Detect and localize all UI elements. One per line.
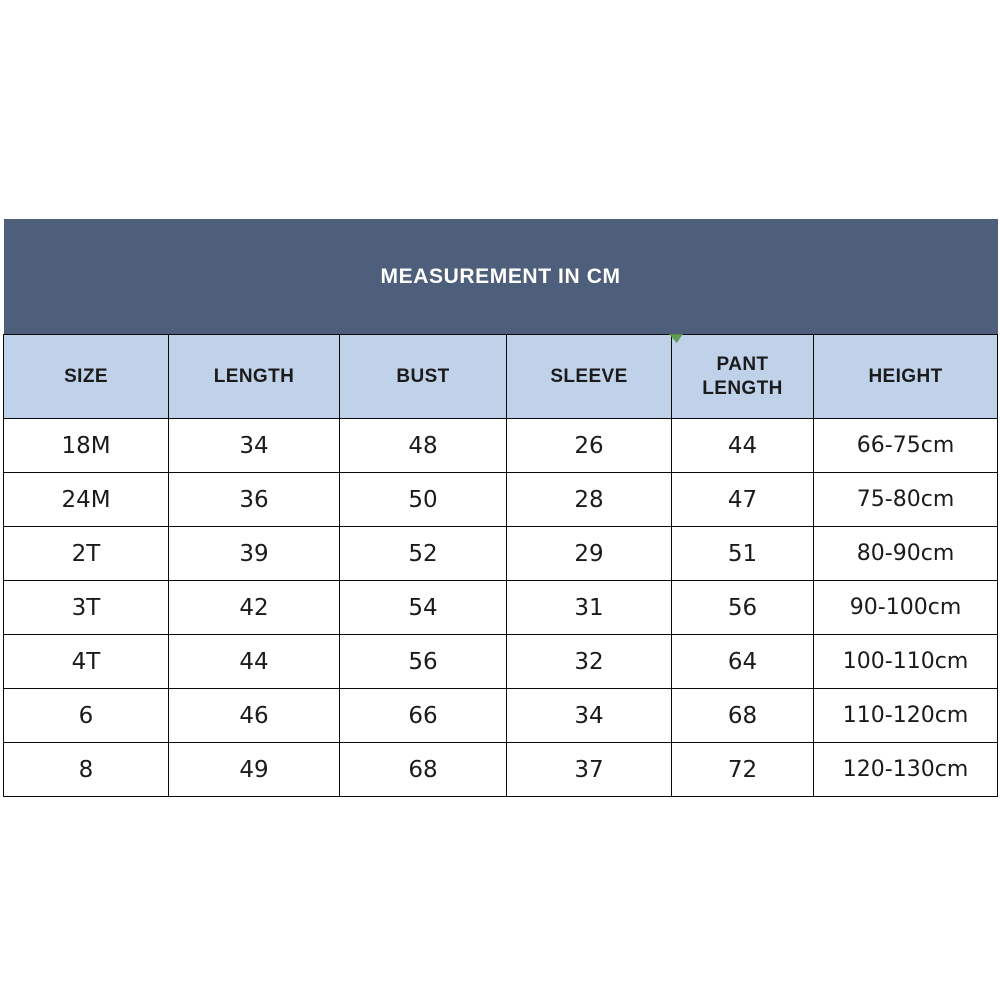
cell-pant-length: 68 [672,689,814,743]
cell-size: 2T [4,527,169,581]
column-header-pant-length: PANT LENGTH [672,335,814,419]
cell-length: 46 [169,689,340,743]
cell-size: 4T [4,635,169,689]
column-header-size: SIZE [4,335,169,419]
cell-bust: 48 [340,419,507,473]
column-header-height: HEIGHT [814,335,998,419]
cell-size: 6 [4,689,169,743]
cell-length: 36 [169,473,340,527]
cell-size: 8 [4,743,169,797]
cell-pant-length: 51 [672,527,814,581]
cell-length: 49 [169,743,340,797]
table-row [4,473,998,527]
cell-length: 44 [169,635,340,689]
cell-pant-length: 56 [672,581,814,635]
cell-sleeve: 28 [507,473,672,527]
cell-length: 34 [169,419,340,473]
column-header-sleeve: SLEEVE [507,335,672,419]
cell-length: 39 [169,527,340,581]
cell-height: 120-130cm [814,743,998,797]
table-row [4,527,998,581]
cell-size: 3T [4,581,169,635]
cell-height: 90-100cm [814,581,998,635]
cell-bust: 50 [340,473,507,527]
cell-height: 100-110cm [814,635,998,689]
cell-height: 80-90cm [814,527,998,581]
cell-sleeve: 37 [507,743,672,797]
cell-sleeve: 29 [507,527,672,581]
cell-height: 110-120cm [814,689,998,743]
cell-bust: 52 [340,527,507,581]
cell-pant-length: 64 [672,635,814,689]
cell-sleeve: 32 [507,635,672,689]
chart-title: MEASUREMENT IN CM [4,219,998,335]
cell-size: 18M [4,419,169,473]
cell-sleeve: 31 [507,581,672,635]
cell-bust: 68 [340,743,507,797]
cell-height: 75-80cm [814,473,998,527]
size-chart-table [3,219,998,797]
chart-title-row [4,219,998,335]
cell-length: 42 [169,581,340,635]
cell-pant-length: 47 [672,473,814,527]
table-row [4,635,998,689]
column-header-row [4,335,998,419]
cell-height: 66-75cm [814,419,998,473]
cell-pant-length: 72 [672,743,814,797]
table-row [4,581,998,635]
cell-bust: 56 [340,635,507,689]
column-header-bust: BUST [340,335,507,419]
table-row [4,419,998,473]
cell-bust: 66 [340,689,507,743]
cell-sleeve: 26 [507,419,672,473]
column-header-length: LENGTH [169,335,340,419]
cell-pant-length: 44 [672,419,814,473]
cell-bust: 54 [340,581,507,635]
size-chart-body [4,419,998,797]
cell-size: 24M [4,473,169,527]
table-row [4,743,998,797]
table-row [4,689,998,743]
cell-sleeve: 34 [507,689,672,743]
